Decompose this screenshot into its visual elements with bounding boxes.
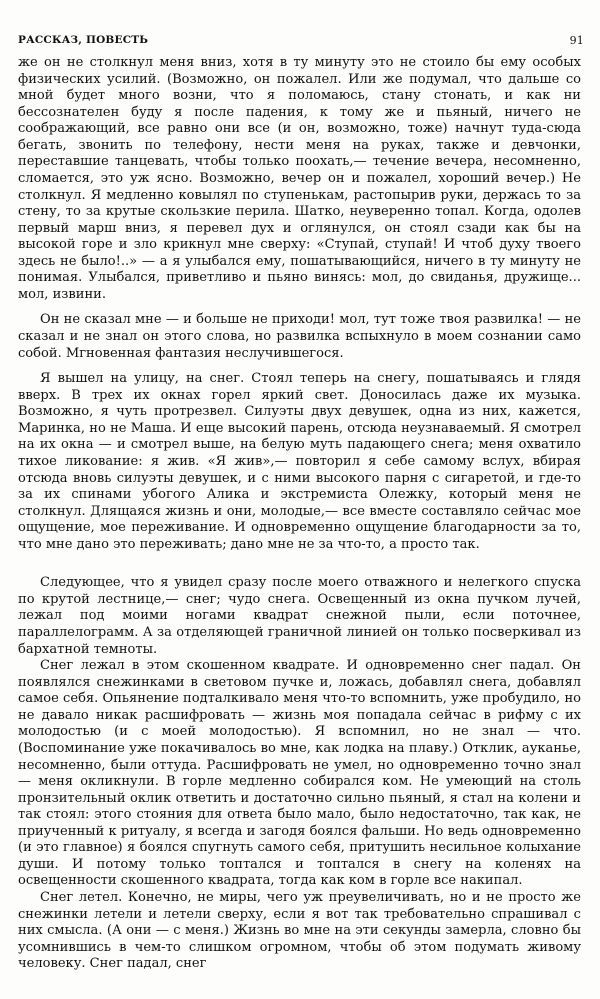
paragraph: Следующее, что я увидел сразу после моего отважного и нелегкого спуска по крутой лестнице,— снег; чудо снега. Освещенный из окна пучком лучей, лежал под моими ногами квадрат снежной пыли, если поточнее, параллелограмм. А за отделяющей граничной линией он только посверкивал из бархатной темноты.	[18, 575, 581, 657]
running-title: РАССКАЗ, ПОВЕСТЬ	[18, 34, 149, 46]
paragraph: Я вышел на улицу, на снег. Стоял теперь на снегу, пошатываясь и глядя вверх. В трех их окнах горел яркий свет. Доносилась даже их музыка. Возможно, я чуть протрезвел. Силуэты двух девушек, одна из них, кажется, Маринка, но не Маша. И еще высокий парень, отсюда неузнаваемый. Я смотрел на их окна — и смотрел выше, на белую муть падающего снега; меня охватило тихое ликование: я жив. «Я жив»,— повторил я себе самому вслух, вбирая отсюда вновь силуэты девушек, и с ними высокого парня с сигаретой, и где-то за их спинами убогого Алика и экстремиста Олежку, который меня не столкнул. Длящаяся жизнь и они, молодые,— все вместе составляло сейчас мое ощущение, мое переживание. И одновременно ощущение благодарности за то, что мне дано это переживать; дано мне не за что-то, а просто так.	[18, 371, 581, 552]
paragraph: Снег летел. Конечно, не миры, чего уж преувеличивать, но и не просто же снежинки летели и летели сверху, если я вот так требовательно спрашивал с них смысла. (А они — с меня.) Жизнь во мне на эти секунды замерла, словно бы усомнившись в чем-то слишком огромном, чтобы об этом подумать живому человеку. Снег падал, снег	[18, 890, 581, 972]
paragraph: же он не столкнул меня вниз, хотя в ту минуту это не стоило бы ему особых физических усилий. (Возможно, он пожалел. Или же подумал, что дальше со мной будет много возни, что я поломаюсь, стану стонать, и как ни бессознателен буду я после падения, к тому же и пьяный, ничего не соображающий, все равно они все (и он, возможно, тоже) начнут туда-сюда бегать, звонить по телефону, нести меня на руках, также и девчонки, переставшие танцевать, чтобы только поохать,— течение вечера, несомненно, сломается, это уж ясно. Возможно, вечер он и пожалел, хороший вечер.) Не столкнул. Я медленно ковылял по ступенькам, растопырив руки, держась то за стену, то за крутые скользкие перила. Шатко, неуверенно топал. Когда, одолев первый марш вниз, я перевел дух и оглянулся, он стоял сзади как бы на высокой горе и зло крикнул мне сверху: «Ступай, ступай! И чтоб духу твоего здесь не было!..» — а я улыбался ему, пошатывающийся, ничего в ту минуту не понимая. Улыбался, приветливо и пьяно винясь: мол, до свиданья, дружище... мол, извини.	[18, 55, 581, 302]
body-text	[18, 55, 581, 973]
page-number: 91	[569, 34, 584, 47]
paragraph: Он не сказал мне — и больше не приходи! мол, тут тоже твоя развилка! — не сказал и не знал он этого слова, но развилка вспыхнуло в моем сознании само собой. Мгновенная фантазия неслучившегося.	[18, 312, 581, 361]
paragraph: Снег лежал в этом скошенном квадрате. И одновременно снег падал. Он появлялся снежинками в световом пучке и, ложась, добавлял снега, добавлял самое себя. Опьянение подталкивало меня что-то вспомнить, уже пробудило, но не давало никак расшифровать — жизнь моя попадала сейчас в рифму с их молодостью (и с моей молодостью). Я вспомнил, но не знал — что. (Воспоминание уже покачивалось во мне, как лодка на плаву.) Отклик, ауканье, несомненно, были оттуда. Расшифровать не умел, но одновременно точно знал — меня окликнули. В горле медленно собирался ком. Не умеющий на столь пронзительный оклик ответить и достаточно сильно пьяный, я стал на колени и так стоял: этого стояния для ответа было мало, было недостаточно, так как, не приученный к ритуалу, я всегда и загодя боялся фальши. Но ведь одновременно (и это главное) я боялся спугнуть самого себя, притушить несильное колыхание души. И потому только топтался и топтался в снегу на коленях на освещенности скошенного квадрата, тогда как ком в горле все накипал.	[18, 658, 581, 889]
page-header	[18, 34, 584, 50]
